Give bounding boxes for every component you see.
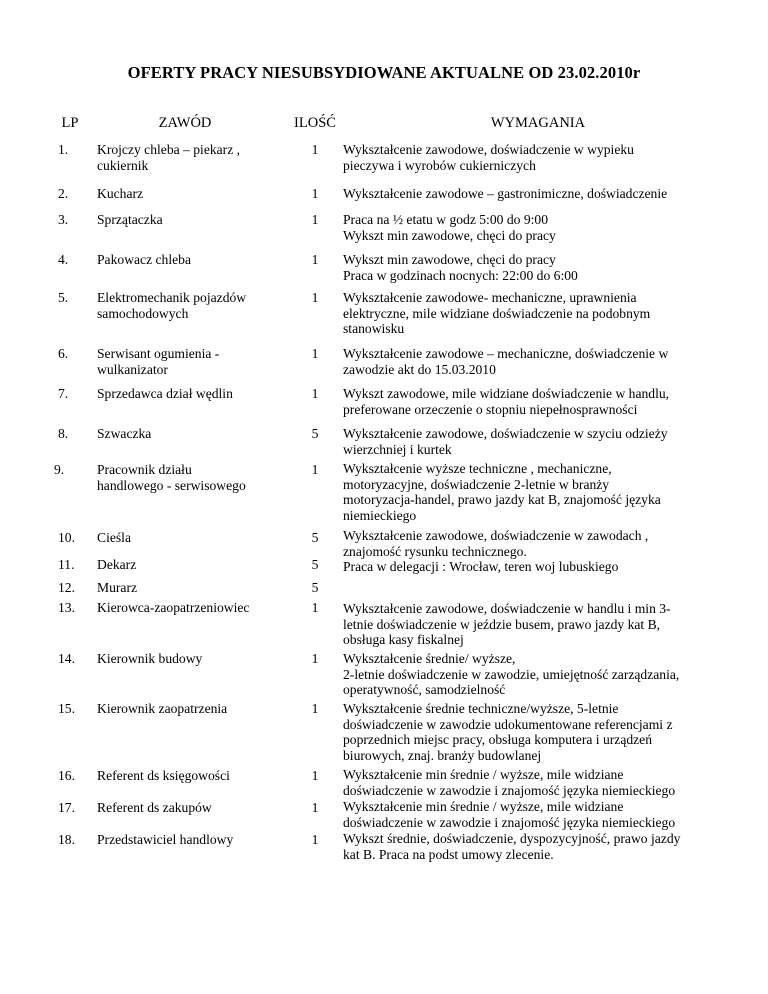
row-lp: 4. bbox=[58, 252, 69, 267]
row-lp: 17. bbox=[58, 800, 75, 815]
row-zawod: Kierownik zaopatrzenia bbox=[97, 701, 228, 716]
row-zawod: Sprzedawca dział wędlin bbox=[97, 386, 233, 401]
row-zawod: Sprzątaczka bbox=[97, 212, 163, 227]
row-lp: 5. bbox=[58, 290, 69, 305]
row-wymagania: Praca w delegacji : Wrocław, teren woj lubuskiego bbox=[343, 559, 619, 575]
row-wymagania: motoryzacyjne, doświadczenie 2-letnie w branży bbox=[343, 476, 610, 492]
row-zawod: Dekarz bbox=[97, 557, 137, 572]
row-wymagania: doświadczenie w zawodzie udokumentowane referencjami z bbox=[343, 716, 673, 732]
row-wymagania: Wykształcenie min średnie / wyższe, mile widziane bbox=[343, 799, 624, 814]
row-zawod: Szwaczka bbox=[97, 426, 152, 441]
row-lp: 7. bbox=[58, 386, 69, 401]
row-ilosc: 1 bbox=[311, 462, 319, 477]
row-zawod: Serwisant ogumienia - bbox=[97, 346, 220, 361]
row-wymagania: doświadczenie w zawodzie i znajomość języka niemieckiego bbox=[343, 782, 676, 798]
row-zawod: Elektromechanik pojazdów bbox=[97, 290, 247, 305]
row-lp: 12. bbox=[58, 580, 75, 595]
row-ilosc: 5 bbox=[311, 580, 319, 595]
row-ilosc: 1 bbox=[311, 651, 319, 666]
row-wymagania: Wykształcenie zawodowe – gastronimiczne, doświadczenie bbox=[343, 186, 668, 201]
row-lp: 2. bbox=[58, 186, 69, 201]
row-ilosc: 1 bbox=[311, 142, 319, 157]
row-wymagania: Wykształcenie średnie techniczne/wyższe, 5-letnie bbox=[343, 701, 619, 716]
row-wymagania: operatywność, samodzielność bbox=[343, 682, 506, 698]
row-zawod: Pracownik działu bbox=[97, 462, 192, 477]
row-zawod: samochodowych bbox=[97, 305, 189, 321]
row-ilosc: 1 bbox=[311, 832, 319, 847]
row-zawod: Referent ds księgowości bbox=[97, 768, 230, 783]
row-lp: 13. bbox=[58, 600, 75, 615]
row-wymagania: pieczywa i wyrobów cukierniczych bbox=[343, 157, 536, 173]
row-wymagania: kat B. Praca na podst umowy zlecenie. bbox=[343, 846, 554, 862]
row-wymagania: Praca w godzinach nocnych: 22:00 do 6:00 bbox=[343, 267, 578, 283]
row-wymagania: 2-letnie doświadczenie w zawodzie, umiejętność zarządzania, bbox=[343, 666, 680, 682]
row-ilosc: 1 bbox=[311, 212, 319, 227]
row-wymagania: Wykszt min zawodowe, chęci do pracy bbox=[343, 227, 556, 243]
row-wymagania: elektryczne, mile widziane doświadczenie na podobnym bbox=[343, 305, 651, 321]
row-ilosc: 5 bbox=[311, 426, 319, 441]
row-ilosc: 1 bbox=[311, 768, 319, 783]
row-ilosc: 1 bbox=[311, 800, 319, 815]
row-lp: 15. bbox=[58, 701, 75, 716]
row-ilosc: 1 bbox=[311, 386, 319, 401]
row-zawod: Murarz bbox=[97, 580, 138, 595]
row-wymagania: Wykszt min zawodowe, chęci do pracy bbox=[343, 252, 556, 267]
row-wymagania: Wykształcenie zawodowe, doświadczenie w zawodach , bbox=[343, 528, 649, 543]
row-lp: 9. bbox=[54, 462, 65, 477]
row-wymagania: Wykształcenie min średnie / wyższe, mile widziane bbox=[343, 767, 624, 782]
row-lp: 8. bbox=[58, 426, 69, 441]
row-wymagania: biurowych, znaj. branży budowlanej bbox=[343, 747, 542, 763]
row-zawod: handlowego - serwisowego bbox=[97, 477, 246, 493]
row-ilosc: 5 bbox=[311, 530, 319, 545]
row-zawod: Referent ds zakupów bbox=[97, 800, 212, 815]
row-zawod: Kierowca-zaopatrzeniowiec bbox=[97, 600, 250, 615]
row-wymagania: preferowane orzeczenie o stopniu niepełnosprawności bbox=[343, 401, 638, 417]
header-zawod: ZAWÓD bbox=[158, 115, 212, 131]
row-wymagania: poprzednich miejsc pracy, obsługa komputera i urządzeń bbox=[343, 732, 653, 748]
row-wymagania: stanowisku bbox=[343, 321, 405, 337]
row-lp: 18. bbox=[58, 832, 75, 847]
row-wymagania: Wykształcenie zawodowe- mechaniczne, uprawnienia bbox=[343, 290, 637, 305]
row-wymagania: Wykształcenie zawodowe, doświadczenie w wypieku bbox=[343, 142, 634, 157]
row-wymagania: wierzchniej i kurtek bbox=[343, 441, 452, 457]
row-lp: 10. bbox=[58, 530, 75, 545]
row-zawod: Cieśla bbox=[97, 530, 131, 545]
row-ilosc: 1 bbox=[311, 701, 319, 716]
row-zawod: Pakowacz chleba bbox=[97, 252, 191, 267]
row-zawod: wulkanizator bbox=[97, 361, 168, 377]
row-wymagania: motoryzacja-handel, prawo jazdy kat B, znajomość języka bbox=[343, 492, 661, 508]
row-wymagania: Wykształcenie zawodowe, doświadczenie w handlu i min 3- bbox=[343, 601, 671, 616]
row-lp: 1. bbox=[58, 142, 69, 157]
row-ilosc: 1 bbox=[311, 600, 319, 615]
page-title: OFERTY PRACY NIESUBSYDIOWANE AKTUALNE OD 23.02.2010r bbox=[127, 63, 641, 82]
header-ilosc: ILOŚĆ bbox=[294, 115, 336, 131]
row-wymagania: Wykształcenie wyższe techniczne , mechaniczne, bbox=[343, 461, 612, 476]
row-wymagania: Wykształcenie zawodowe, doświadczenie w szyciu odzieży bbox=[343, 426, 668, 441]
header-wymagania: WYMAGANIA bbox=[490, 115, 586, 131]
row-wymagania: Wykształcenie średnie/ wyższe, bbox=[343, 651, 516, 666]
row-wymagania: zawodzie akt do 15.03.2010 bbox=[343, 361, 496, 377]
row-lp: 3. bbox=[58, 212, 69, 227]
row-lp: 6. bbox=[58, 346, 69, 361]
row-ilosc: 1 bbox=[311, 252, 319, 267]
row-zawod: cukiernik bbox=[97, 157, 149, 173]
row-wymagania: Praca na ½ etatu w godz 5:00 do 9:00 bbox=[343, 212, 548, 227]
row-wymagania: obsługa kasy fiskalnej bbox=[343, 632, 464, 648]
row-zawod: Krojczy chleba – piekarz , bbox=[97, 142, 241, 157]
row-wymagania: znajomość rysunku technicznego. bbox=[343, 543, 527, 559]
row-wymagania: Wykszt średnie, doświadczenie, dyspozycyjność, prawo jazdy bbox=[343, 831, 681, 846]
row-wymagania: niemieckiego bbox=[343, 507, 417, 523]
row-zawod: Kierownik budowy bbox=[97, 651, 203, 666]
row-lp: 14. bbox=[58, 651, 75, 666]
header-lp: LP bbox=[61, 115, 79, 131]
row-wymagania: letnie doświadczenie w jeździe busem, prawo jazdy kat B, bbox=[343, 616, 661, 632]
row-zawod: Przedstawiciel handlowy bbox=[97, 832, 234, 847]
row-ilosc: 5 bbox=[311, 557, 319, 572]
row-ilosc: 1 bbox=[311, 346, 319, 361]
row-ilosc: 1 bbox=[311, 290, 319, 305]
row-wymagania: Wykształcenie zawodowe – mechaniczne, doświadczenie w bbox=[343, 346, 669, 361]
row-lp: 16. bbox=[58, 768, 75, 783]
row-zawod: Kucharz bbox=[97, 186, 144, 201]
row-ilosc: 1 bbox=[311, 186, 319, 201]
row-wymagania: Wykszt zawodowe, mile widziane doświadczenie w handlu, bbox=[343, 386, 670, 401]
row-lp: 11. bbox=[58, 557, 75, 572]
row-wymagania: doświadczenie w zawodzie i znajomość języka niemieckiego bbox=[343, 814, 676, 830]
